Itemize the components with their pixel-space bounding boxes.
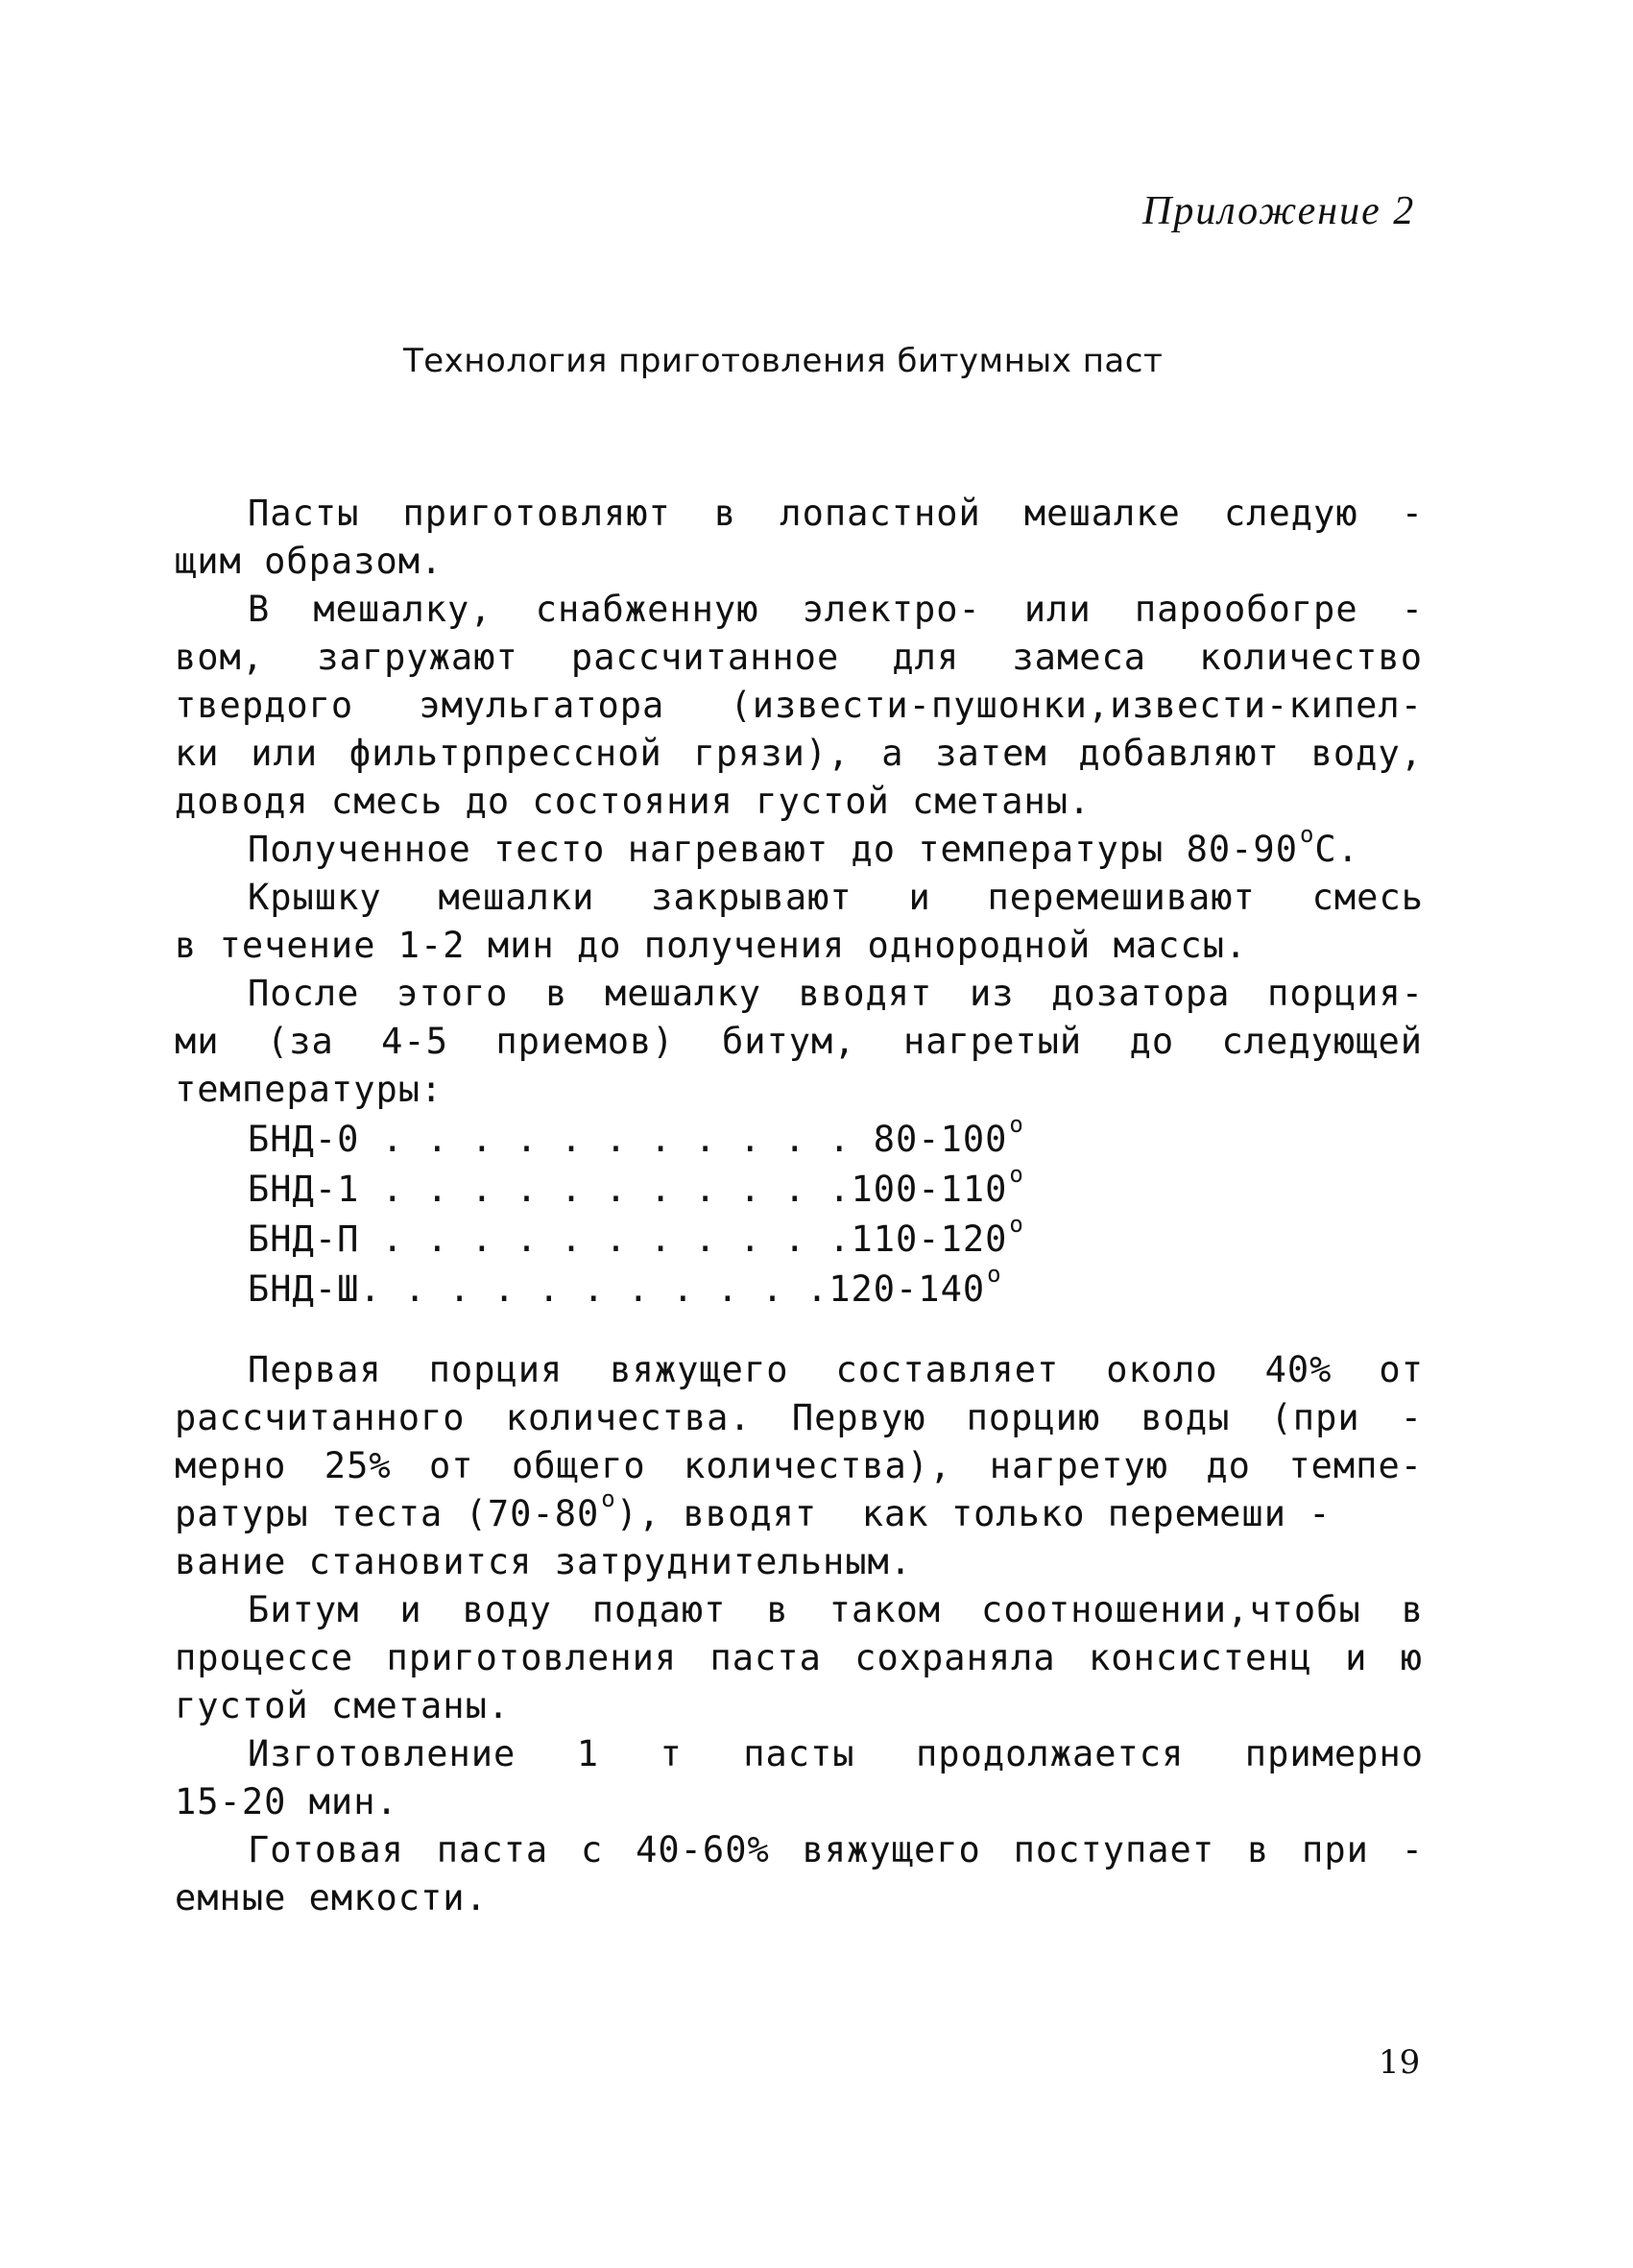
text-line: мерно 25% от общего количества), нагретую до темпе- bbox=[175, 1445, 1423, 1486]
grade-temperature: 100-110 bbox=[851, 1169, 1008, 1210]
text-line: твердого эмульгатора (извести-пушонки,извести-кипел- bbox=[175, 685, 1423, 726]
text-line: ми (за 4-5 приемов) битум, нагретый до следующей bbox=[175, 1021, 1423, 1062]
text-line: температуры: bbox=[175, 1069, 444, 1110]
page-number: 19 bbox=[1379, 2043, 1421, 2082]
text-line: рассчитанного количества. Первую порцию воды (при - bbox=[175, 1397, 1423, 1438]
grade-name: БНД-П bbox=[248, 1218, 360, 1260]
dot-leader: . . . . . . . . . . . bbox=[359, 1119, 874, 1160]
text-line: густой сметаны. bbox=[175, 1685, 511, 1726]
dot-leader: . . . . . . . . . . . bbox=[359, 1268, 829, 1310]
text-line: 15-20 мин. bbox=[175, 1781, 398, 1822]
degree-mark: о bbox=[1009, 1211, 1024, 1238]
degree-mark: о bbox=[987, 1261, 1002, 1288]
page-title: Технология приготовления битумных паст bbox=[403, 342, 1164, 380]
appendix-label: Приложение 2 bbox=[1142, 189, 1416, 233]
text-line: Крышку мешалки закрывают и перемешивают смесь bbox=[248, 877, 1424, 918]
grade-row bbox=[248, 1111, 1054, 1168]
grade-row bbox=[248, 1161, 1054, 1218]
grade-name: БНД-Ш bbox=[248, 1268, 360, 1310]
text-line: емные емкости. bbox=[175, 1877, 488, 1918]
text-line: вом, загружают рассчитанное для замеса количество bbox=[175, 637, 1423, 678]
text-line bbox=[248, 821, 1525, 878]
text-line: Готовая паста с 40-60% вяжущего поступает в при - bbox=[248, 1829, 1424, 1870]
text-line: в течение 1-2 мин до получения однородной массы. bbox=[175, 925, 1248, 966]
text-segment: Полученное тесто нагревают до температуры 80-90 bbox=[248, 829, 1298, 870]
degree-mark: о bbox=[1299, 821, 1315, 848]
text-line: вание становится затруднительным. bbox=[175, 1541, 913, 1582]
degree-mark: о bbox=[601, 1485, 616, 1512]
dot-leader: . . . . . . . . . . . bbox=[359, 1218, 852, 1260]
grade-temperature: 110-120 bbox=[851, 1218, 1008, 1260]
grade-name: БНД-1 bbox=[248, 1169, 360, 1210]
text-segment: С. bbox=[1314, 829, 1359, 870]
text-line: После этого в мешалку вводят из дозатора порция- bbox=[248, 973, 1424, 1014]
degree-mark: о bbox=[1009, 1111, 1024, 1138]
text-line bbox=[175, 1485, 1452, 1542]
text-line: Пасты приготовляют в лопастной мешалке следую - bbox=[248, 493, 1424, 534]
grade-temperature: 80-100 bbox=[873, 1119, 1008, 1160]
grade-name: БНД-0 bbox=[248, 1119, 360, 1160]
text-line: Изготовление 1 т пасты продолжается примерно bbox=[248, 1733, 1424, 1774]
grade-row bbox=[248, 1261, 1054, 1317]
text-line: ки или фильтрпрессной грязи), а затем добавляют воду, bbox=[175, 733, 1423, 774]
degree-mark: о bbox=[1009, 1161, 1024, 1188]
text-segment: ), вводят как только перемеши - bbox=[615, 1493, 1332, 1534]
grade-temperature: 120-140 bbox=[829, 1268, 986, 1310]
text-line: щим образом. bbox=[175, 541, 444, 582]
text-line: доводя смесь до состояния густой сметаны. bbox=[175, 781, 1092, 822]
text-segment: ратуры теста (70-80 bbox=[175, 1493, 600, 1534]
text-line: Битум и воду подают в таком соотношении,чтобы в bbox=[248, 1589, 1424, 1630]
dot-leader: . . . . . . . . . . . bbox=[359, 1169, 852, 1210]
text-line: В мешалку, снабженную электро- или парообогре - bbox=[248, 589, 1424, 630]
grade-row bbox=[248, 1211, 1054, 1267]
text-line: процессе приготовления паста сохраняла консистенц и ю bbox=[175, 1637, 1423, 1678]
text-line: Первая порция вяжущего составляет около 40% от bbox=[248, 1349, 1424, 1390]
